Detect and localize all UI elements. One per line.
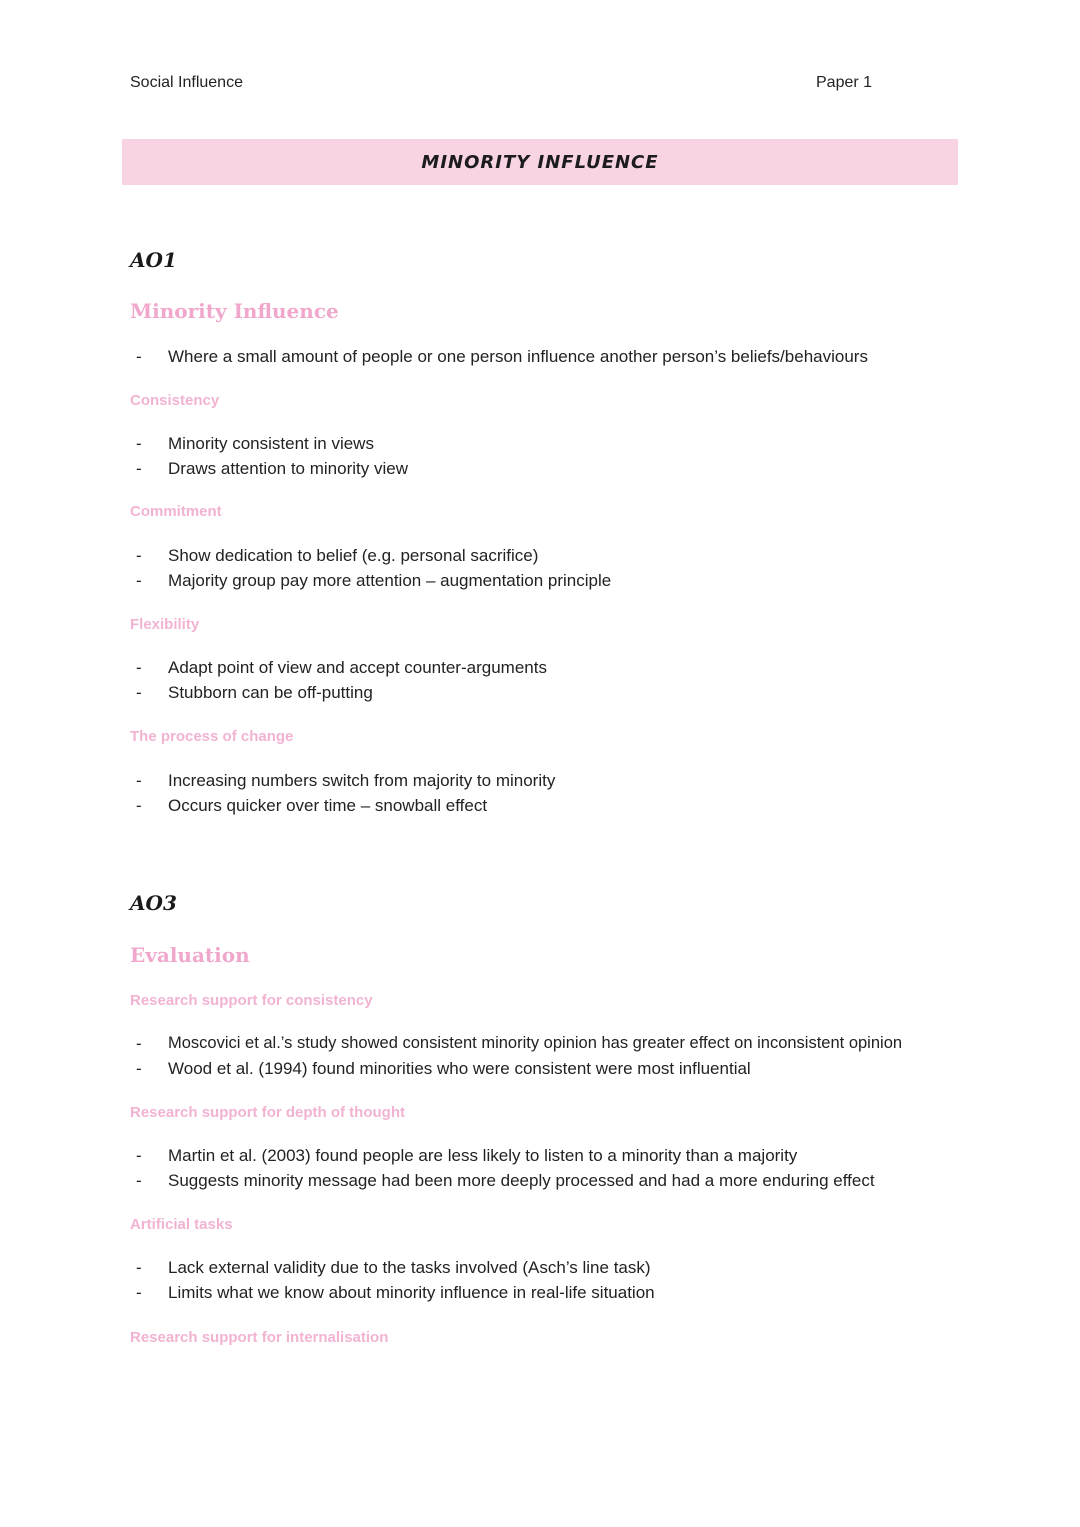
list-item: Lack external validity due to the tasks involved (Asch’s line task): [168, 1258, 651, 1277]
ao3-label: AO3: [130, 891, 177, 915]
bullet-dash: -: [136, 771, 142, 790]
ao1-heading: Minority Influence: [130, 299, 339, 323]
section-title-internalisation: Research support for internalisation: [130, 1329, 389, 1346]
list-item: Occurs quicker over time – snowball effect: [168, 796, 488, 815]
section-title-consistency: Consistency: [130, 392, 220, 409]
bullet-dash: -: [136, 459, 142, 478]
list-item: Minority consistent in views: [168, 434, 374, 453]
list-item: Martin et al. (2003) found people are less likely to listen to a minority than a majority: [168, 1146, 798, 1165]
ao1-label: AO1: [130, 248, 177, 272]
bullet-dash: -: [136, 1034, 142, 1053]
bullet-dash: -: [136, 571, 142, 590]
list-item: Suggests minority message had been more deeply processed and had a more enduring effect: [168, 1171, 875, 1190]
bullet-dash: -: [136, 1258, 142, 1277]
list-item: Moscovici et al.’s study showed consistent minority opinion has greater effect on inconsistent opinion: [168, 1034, 903, 1052]
title-banner: [122, 139, 958, 185]
list-item: Draws attention to minority view: [168, 459, 408, 478]
list-item: Show dedication to belief (e.g. personal sacrifice): [168, 546, 539, 565]
list-item: Wood et al. (1994) found minorities who were consistent were most influential: [168, 1059, 751, 1078]
bullet-dash: -: [136, 1059, 142, 1078]
page-title: MINORITY INFLUENCE: [421, 151, 659, 173]
section-title-depth-of-thought: Research support for depth of thought: [130, 1104, 405, 1121]
list-item: Adapt point of view and accept counter-arguments: [168, 658, 547, 677]
section-title-commitment: Commitment: [130, 503, 222, 520]
bullet-dash: -: [136, 1283, 142, 1302]
bullet-dash: -: [136, 1146, 142, 1165]
header-paper: Paper 1: [816, 74, 873, 91]
list-item: Stubborn can be off-putting: [168, 683, 373, 702]
intro-item: Where a small amount of people or one person influence another person’s beliefs/behaviours: [168, 347, 868, 366]
bullet-dash: -: [136, 546, 142, 565]
ao3-heading: Evaluation: [130, 943, 250, 967]
bullet-dash: -: [136, 1171, 142, 1190]
section-title-flexibility: Flexibility: [130, 616, 200, 633]
section-title-process-of-change: The process of change: [130, 728, 294, 745]
section-title-artificial-tasks: Artificial tasks: [130, 1216, 233, 1233]
section-title-research-consistency: Research support for consistency: [130, 992, 373, 1009]
list-item: Majority group pay more attention – augmentation principle: [168, 571, 612, 590]
bullet-dash: -: [136, 434, 142, 453]
bullet-dash: -: [136, 658, 142, 677]
bullet-dash: -: [136, 683, 142, 702]
bullet-dash: -: [136, 347, 142, 366]
list-item: Increasing numbers switch from majority to minority: [168, 771, 556, 790]
list-item: Limits what we know about minority influence in real-life situation: [168, 1283, 655, 1302]
header-subject: Social Influence: [130, 74, 243, 91]
bullet-dash: -: [136, 796, 142, 815]
